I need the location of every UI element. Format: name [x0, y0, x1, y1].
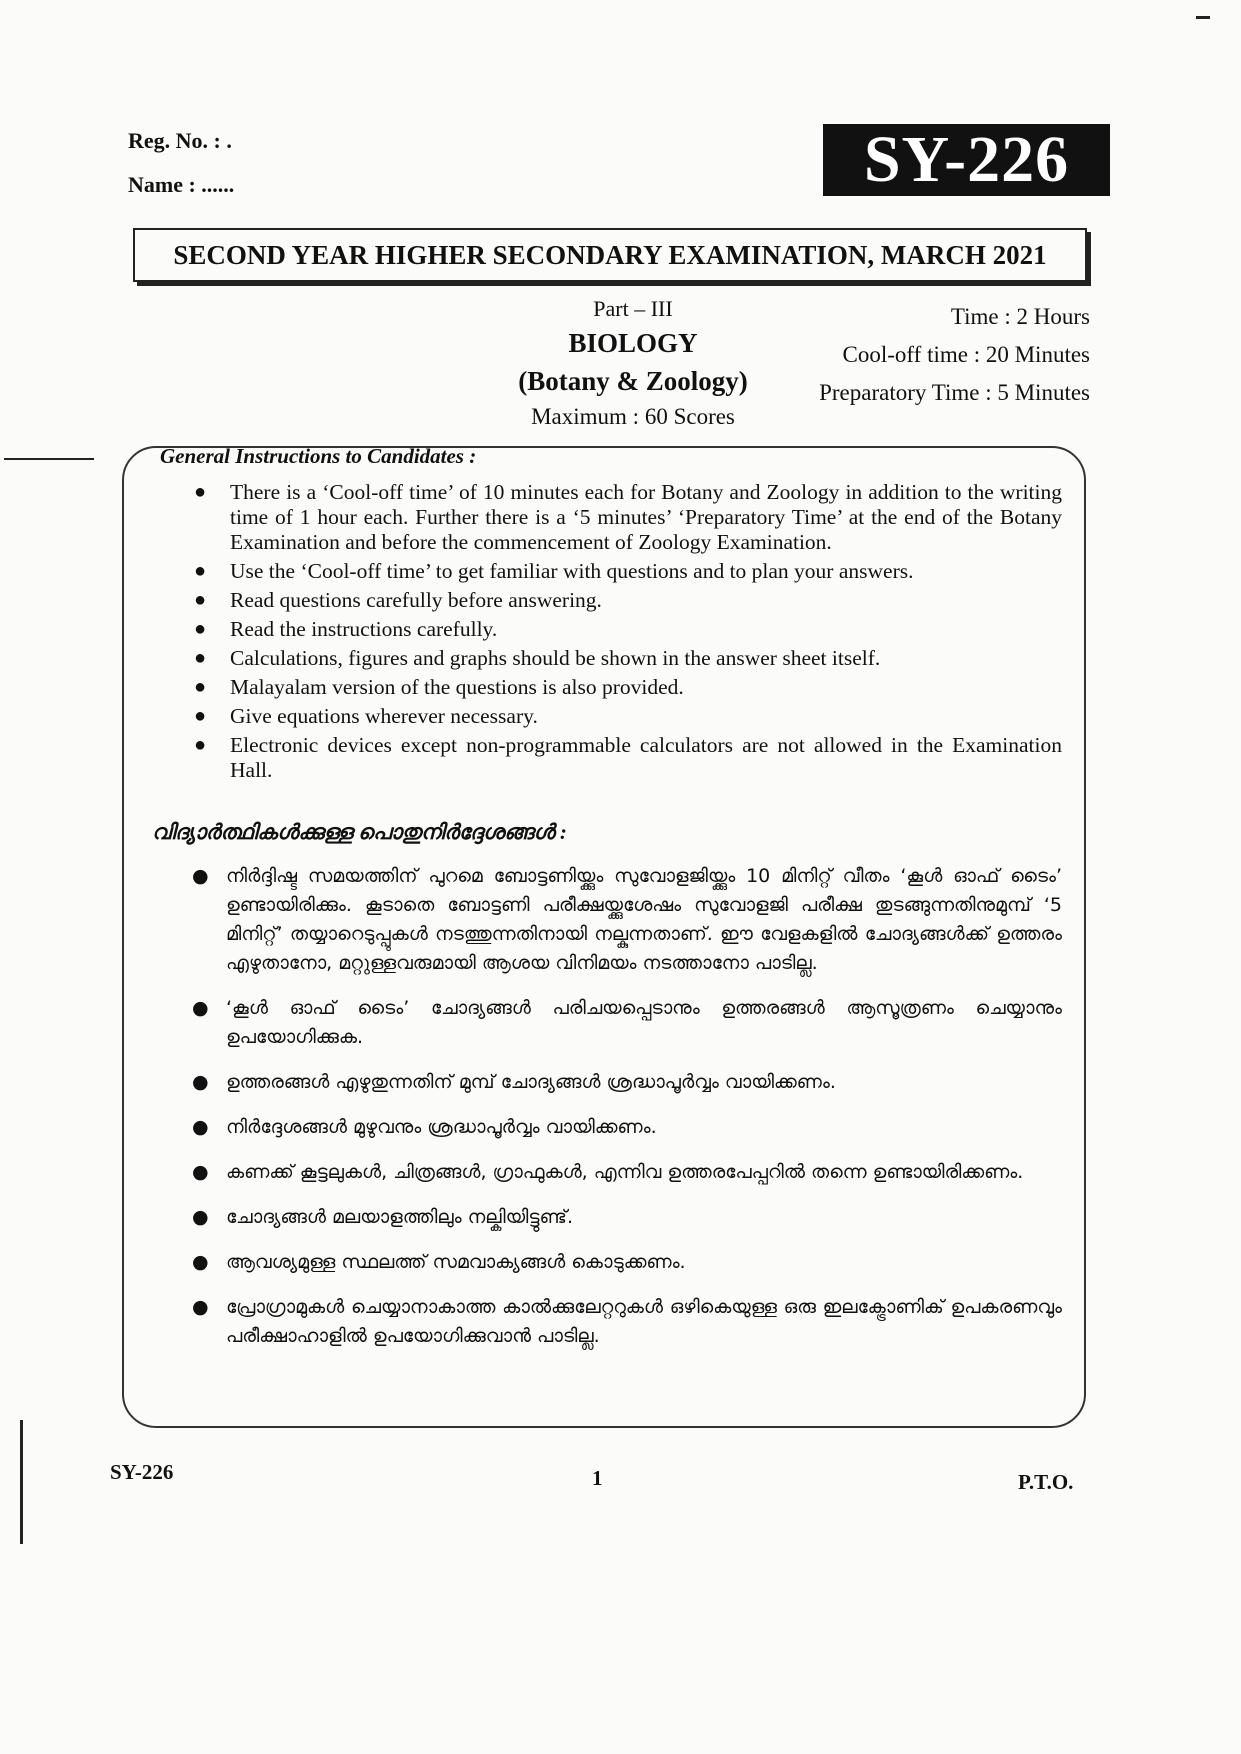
scan-mark-left-line [4, 458, 94, 460]
list-item [190, 1248, 1062, 1277]
bullet-icon: ● [194, 676, 207, 698]
subject-title: BIOLOGY [568, 328, 698, 358]
exam-title: SECOND YEAR HIGHER SECONDARY EXAMINATION, MARCH 2021 [133, 228, 1087, 282]
paper-code-badge: SY-226 [823, 124, 1110, 196]
bullet-icon: ● [194, 481, 207, 503]
bullet-icon: ● [194, 589, 207, 611]
list-item [190, 862, 1062, 978]
instruction-text: Electronic devices except non-programmable calculators are not allowed in the Examination Hall. [230, 733, 1062, 782]
instruction-text: ‘കൂൾ ഓഫ് ടൈം’ ചോദ്യങ്ങൾ പരിചയപ്പെടാനും ഉത്തരങ്ങൾ ആസൂത്രണം ചെയ്യാനും ഉപയോഗിക്കുക. [226, 997, 1062, 1048]
bullet-icon: ● [192, 1251, 209, 1273]
instruction-text: There is a ‘Cool-off time’ of 10 minutes each for Botany and Zoology in addition to the writing time of 1 hour each. Further there is a ‘5 minutes’ ‘Preparatory Time’ at the end of the Botany Examination and before the commencement of Zoology Examination. [230, 480, 1062, 554]
bullet-icon: ● [194, 734, 207, 756]
bullet-icon: ● [194, 705, 207, 727]
list-item [190, 480, 1062, 555]
instruction-text: ഉത്തരങ്ങൾ എഴുതുന്നതിന് മുമ്പ് ചോദ്യങ്ങൾ ശ്രദ്ധാപൂർവ്വം വായിക്കണം. [226, 1071, 836, 1093]
list-item [190, 1068, 1062, 1097]
list-item [190, 588, 1062, 613]
instructions-ml-list [190, 862, 1062, 1367]
instruction-text: കണക്ക് കൂട്ടലുകൾ, ചിത്രങ്ങൾ, ഗ്രാഫുകൾ, എന്നിവ ഉത്തരപേപ്പറിൽ തന്നെ ഉണ്ടായിരിക്കണം. [226, 1161, 1024, 1183]
list-item [190, 733, 1062, 783]
bullet-icon: ● [194, 647, 207, 669]
bullet-icon: ● [192, 1116, 209, 1138]
instruction-text: നിർദ്ദിഷ്ട സമയത്തിന് പുറമെ ബോട്ടണിയ്ക്കും സുവോളജിയ്ക്കും 10 മിനിറ്റ് വീതം ‘കൂൾ ഓഫ് ടൈം’ ഉണ്ടായിരിക്കും. കൂടാതെ ബോട്ടണി പരീക്ഷയ്ക്കുശേഷം സുവോളജി പരീക്ഷ തുടങ്ങുന്നതിനുമുമ്പ് ‘5 മിനിറ്റ്’ തയ്യാറെടുപ്പുകൾ നടത്തുന്നതിനായി നല്കുന്നതാണ്. ഈ വേളകളിൽ ചോദ്യങ്ങൾക്ക് ഉത്തരം എഴുതാനോ, മറ്റുള്ളവരുമായി ആശയ വിനിമയം നടത്താനോ പാടില്ല. [226, 865, 1062, 974]
list-item [190, 1113, 1062, 1142]
scan-mark-left-bar [20, 1420, 23, 1544]
instructions-en-heading: General Instructions to Candidates : [160, 444, 477, 468]
instruction-text: Read the instructions carefully. [230, 617, 498, 641]
list-item [190, 675, 1062, 700]
footer-paper-code: SY-226 [110, 1460, 174, 1484]
bullet-icon: ● [194, 560, 207, 582]
list-item [190, 704, 1062, 729]
name-field: Name : ...... [128, 172, 235, 197]
bullet-icon: ● [194, 618, 207, 640]
list-item [190, 559, 1062, 584]
bullet-icon: ● [192, 865, 209, 887]
cool-off-label: Cool-off time : 20 Minutes [842, 342, 1090, 367]
list-item [190, 994, 1062, 1052]
list-item [190, 1293, 1062, 1351]
list-item [190, 646, 1062, 671]
scan-mark-top-right [1196, 16, 1210, 19]
time-label: Time : 2 Hours [950, 304, 1090, 329]
instruction-text: Read questions carefully before answering. [230, 588, 602, 612]
bullet-icon: ● [192, 1206, 209, 1228]
bullet-icon: ● [192, 997, 209, 1019]
timing-info [770, 298, 1090, 412]
list-item [190, 1158, 1062, 1187]
preparatory-label: Preparatory Time : 5 Minutes [819, 380, 1090, 405]
instruction-text: Malayalam version of the questions is also provided. [230, 675, 684, 699]
bullet-icon: ● [192, 1071, 209, 1093]
reg-no-field: Reg. No. : . [128, 128, 232, 153]
pto-label: P.T.O. [1018, 1470, 1074, 1494]
instruction-text: Use the ‘Cool-off time’ to get familiar with questions and to plan your answers. [230, 559, 914, 583]
instruction-text: ആവശ്യമുള്ള സ്ഥലത്ത് സമവാക്യങ്ങൾ കൊടുക്കണം. [226, 1251, 686, 1273]
list-item [190, 1203, 1062, 1232]
instruction-text: നിർദ്ദേശങ്ങൾ മുഴുവനും ശ്രദ്ധാപൂർവ്വം വായിക്കണം. [226, 1116, 657, 1138]
list-item [190, 617, 1062, 642]
instruction-text: Give equations wherever necessary. [230, 704, 538, 728]
part-label: Part – III [593, 296, 673, 321]
instruction-text: Calculations, figures and graphs should be shown in the answer sheet itself. [230, 646, 881, 670]
page-number: 1 [592, 1466, 603, 1490]
instruction-text: പ്രോഗ്രാമുകൾ ചെയ്യാനാകാത്ത കാൽക്കുലേറ്ററുകൾ ഒഴികെയുള്ള ഒരു ഇലക്ട്രോണിക് ഉപകരണവും പരീക്ഷാഹാളിൽ ഉപയോഗിക്കുവാൻ പാടില്ല. [226, 1296, 1062, 1347]
max-score: Maximum : 60 Scores [531, 404, 735, 429]
instruction-text: ചോദ്യങ്ങൾ മലയാളത്തിലും നല്കിയിട്ടുണ്ട്. [226, 1206, 573, 1228]
instructions-en-list [190, 480, 1062, 787]
bullet-icon: ● [192, 1161, 209, 1183]
subject-detail: (Botany & Zoology) [518, 366, 748, 396]
paper-info [468, 294, 798, 434]
bullet-icon: ● [192, 1296, 209, 1318]
instructions-ml-heading: വിദ്യാർത്ഥികൾക്കുള്ള പൊതുനിർദ്ദേശങ്ങൾ : [152, 820, 567, 844]
